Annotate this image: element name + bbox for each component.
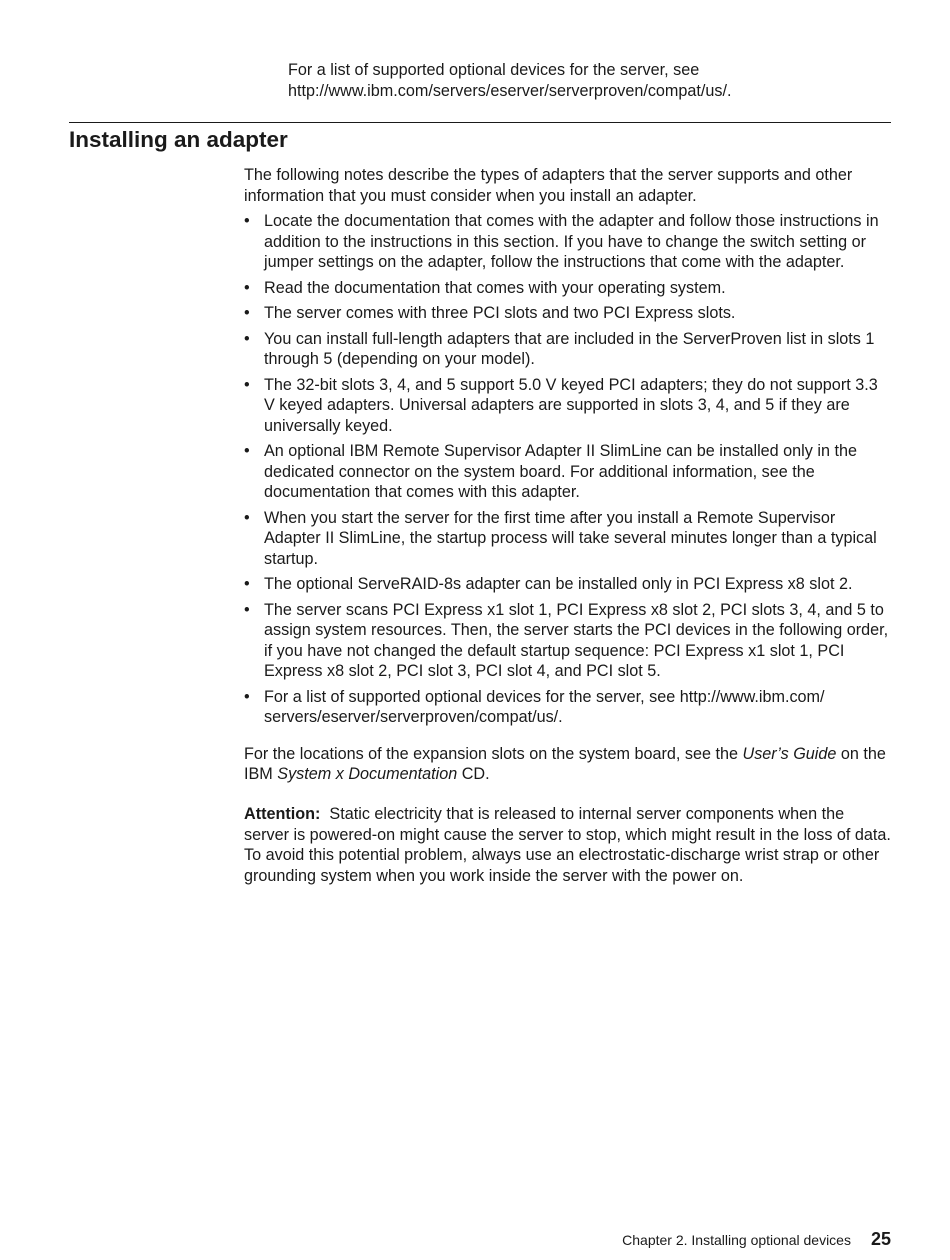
list-item	[244, 278, 892, 299]
list-item-text: Read the documentation that comes with your operating system.	[264, 278, 726, 297]
section-title: Installing an adapter	[69, 127, 288, 152]
page-number: 25	[870, 1229, 891, 1249]
bullet-glyph: •	[244, 687, 250, 706]
list-item	[244, 303, 892, 324]
users-guide-title: User’s Guide	[742, 744, 837, 763]
section-divider	[69, 122, 891, 123]
section-body	[244, 165, 892, 886]
list-item	[244, 687, 892, 728]
intro-paragraph: The following notes describe the types of adapters that the server supports and other information that you must consider when you install an adapter.	[244, 166, 853, 205]
top-note-url: http://www.ibm.com/servers/eserver/serverproven/compat/us/.	[288, 81, 732, 100]
list-item	[244, 211, 892, 273]
list-item-text: Locate the documentation that comes with the adapter and follow those instructions in addition to the instructions in this section. If you have to change the switch setting or jumper settings on the adapter, follow the instructions that come with the adapter.	[264, 212, 879, 271]
expansion-slots-paragraph	[244, 744, 892, 785]
list-item-text: The server comes with three PCI slots and two PCI Express slots.	[264, 304, 736, 322]
notes-list	[244, 211, 892, 728]
bullet-glyph: •	[244, 508, 250, 527]
bullet-glyph: •	[244, 575, 250, 593]
bullet-glyph: •	[244, 304, 250, 322]
list-item	[244, 574, 892, 595]
list-item	[244, 375, 892, 437]
attention-label: Attention:	[244, 805, 321, 823]
bullet-glyph: •	[244, 278, 250, 297]
list-item	[244, 329, 892, 370]
bullet-glyph: •	[244, 442, 250, 460]
locations-text-2: on the IBM	[244, 744, 886, 783]
bullet-glyph: •	[244, 375, 250, 394]
locations-text-1: For the locations of the expansion slots on the system board, see the	[244, 744, 743, 763]
footer-chapter-title: Chapter 2. Installing optional devices	[622, 1232, 851, 1248]
page-footer	[622, 1229, 891, 1250]
top-note-line-1: For a list of supported optional devices for the server, see	[288, 61, 700, 79]
list-item-text: The server scans PCI Express x1 slot 1, PCI Express x8 slot 2, PCI slots 3, 4, and 5 to assign system resources. Then, the server starts the PCI devices in the following order, if you have not changed the default startup sequence: PCI Express x1 slot 1, PCI Express x8 slot 2, PCI slot 3, PCI slot 4, and PCI slot 5.	[264, 600, 889, 680]
list-item-text: The optional ServeRAID-8s adapter can be installed only in PCI Express x8 slot 2.	[264, 575, 853, 593]
list-item-text: When you start the server for the first time after you install a Remote Supervisor Adapter II SlimLine, the startup process will take several minutes longer than a typical startup.	[264, 508, 877, 568]
list-item-text: You can install full-length adapters that are included in the ServerProven list in slots 1 through 5 (depending on your model).	[264, 329, 875, 368]
bullet-glyph: •	[244, 329, 250, 348]
bullet-glyph: •	[244, 600, 250, 619]
list-item-text: An optional IBM Remote Supervisor Adapter II SlimLine can be installed only in the dedicated connector on the system board. For additional information, see the documentation that comes with this adapter.	[264, 442, 857, 501]
locations-text-3: CD.	[457, 765, 490, 783]
top-note	[288, 60, 888, 101]
attention-text: Static electricity that is released to internal server components when the server is powered-on might cause the server to stop, which might result in the loss of data. To avoid this potential problem, always use an electrostatic-discharge wrist strap or other grounding system when you work inside the server with the power on.	[244, 805, 891, 885]
bullet-glyph: •	[244, 212, 250, 230]
attention-notice	[244, 804, 892, 886]
list-item	[244, 508, 892, 570]
list-item-text: For a list of supported optional devices for the server, see http://www.ibm.com/ servers/eserver/serverproven/compat/us/.	[264, 687, 825, 726]
list-item	[244, 441, 892, 503]
list-item	[244, 600, 892, 682]
documentation-cd-title: System x Documentation	[277, 765, 458, 783]
list-item-text: The 32-bit slots 3, 4, and 5 support 5.0 V keyed PCI adapters; they do not support 3.3 V keyed adapters. Universal adapters are supported in slots 3, 4, and 5 if they are universally keyed.	[264, 375, 878, 435]
